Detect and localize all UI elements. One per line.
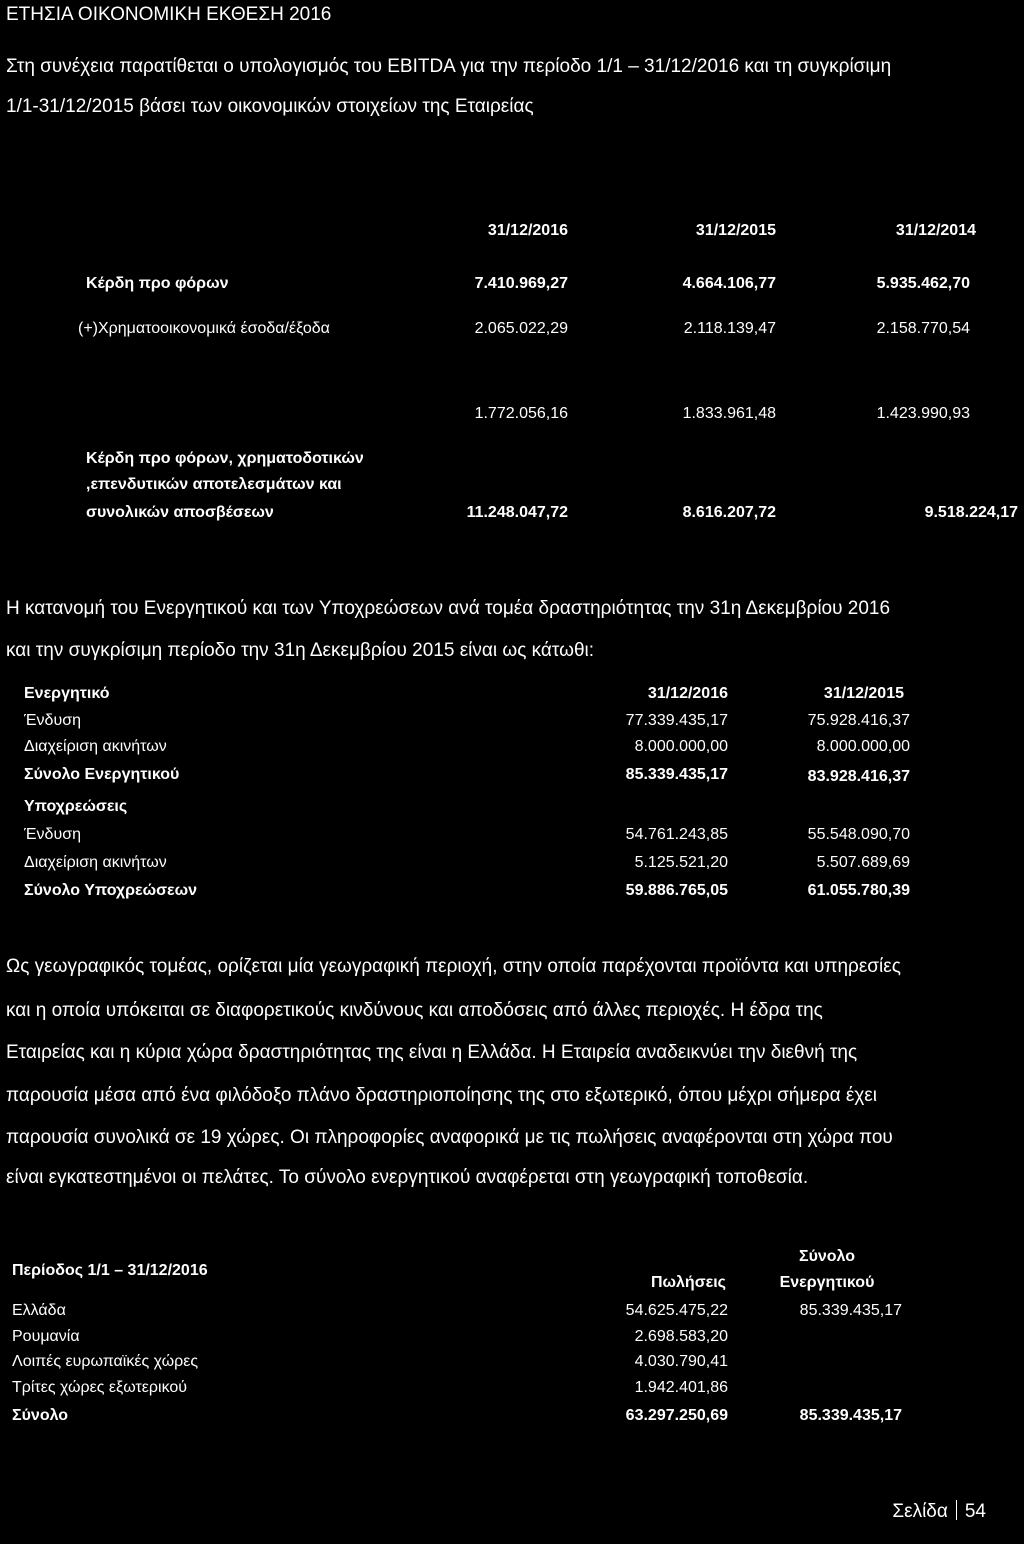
intro-line-1: Στη συνέχεια παρατίθεται ο υπολογισμός του EBITDA για την περίοδο 1/1 – 31/12/2016 και τη συγκρίσιμη (6, 56, 892, 77)
ebitda-header-2014: 31/12/2014 (895, 222, 976, 239)
geo-header-assets: Σύνολο (798, 1248, 856, 1265)
segment-row-label: Ένδυση (24, 826, 81, 843)
ebitda-total-label: συνολικών αποσβέσεων (86, 504, 274, 521)
segment-cell: 8.000.000,00 (634, 738, 728, 755)
segment-cell: 8.000.000,00 (816, 738, 910, 755)
geo-row-label: Ρουμανία (12, 1328, 80, 1345)
ebitda-total-cell: 9.518.224,17 (924, 504, 1018, 521)
intro-line-2: 1/1-31/12/2015 βάσει των οικονομικών στοιχείων της Εταιρείας (6, 96, 534, 117)
ebitda-row-label: (+)Χρηματοοικονομικά έσοδα/έξοδα (78, 320, 330, 337)
ebitda-cell: 1.772.056,16 (474, 405, 568, 422)
page-footer (892, 1500, 986, 1523)
segment-cell: 75.928.416,37 (807, 712, 910, 729)
geo-row-label: Ελλάδα (12, 1302, 66, 1319)
ebitda-header-2015: 31/12/2015 (695, 222, 776, 239)
geo-text-line: και η οποία υπόκειται σε διαφορετικούς κινδύνους και αποδόσεις από άλλες περιοχές. Η έδρα της (6, 1000, 823, 1021)
ebitda-cell: 4.664.106,77 (682, 275, 776, 292)
ebitda-total-label: Κέρδη προ φόρων, χρηματοδοτικών (86, 450, 364, 467)
geo-header-sales: Πωλήσεις (650, 1274, 726, 1291)
geo-row-label: Λοιπές ευρωπαϊκές χώρες (12, 1353, 199, 1370)
segment-row-label: Ένδυση (24, 712, 81, 729)
liabilities-total-cell: 59.886.765,05 (625, 882, 728, 899)
ebitda-total-cell: 8.616.207,72 (682, 504, 776, 521)
ebitda-cell: 1.423.990,93 (876, 405, 970, 422)
geo-text-line: Εταιρείας και η κύρια χώρα δραστηριότητας της είναι η Ελλάδα. Η Εταιρεία αναδεικνύει την διεθνή της (6, 1042, 858, 1063)
geo-sales-cell: 2.698.583,20 (634, 1328, 728, 1345)
page-label: Σελίδα (892, 1501, 948, 1522)
ebitda-header-2016: 31/12/2016 (487, 222, 568, 239)
liabilities-total-label: Σύνολο Υποχρεώσεων (24, 882, 198, 899)
geo-sales-cell: 54.625.475,22 (625, 1302, 728, 1319)
ebitda-cell: 1.833.961,48 (682, 405, 776, 422)
segment-row-label: Διαχείριση ακινήτων (24, 854, 167, 871)
ebitda-total-cell: 11.248.047,72 (466, 504, 568, 521)
report-header: ΕΤΗΣΙΑ ΟΙΚΟΝΟΜΙΚΗ ΕΚΘΕΣΗ 2016 (6, 4, 332, 25)
segment-row-label: Διαχείριση ακινήτων (24, 738, 167, 755)
assets-total-cell: 83.928.416,37 (807, 768, 910, 785)
assets-total-cell: 85.339.435,17 (625, 766, 728, 783)
geo-assets-cell: 85.339.435,17 (799, 1302, 902, 1319)
segment-intro-line-2: και την συγκρίσιμη περίοδο την 31η Δεκεμβρίου 2015 είναι ως κάτωθι: (6, 640, 595, 661)
geo-total-sales: 63.297.250,69 (625, 1407, 728, 1424)
page-separator (956, 1500, 957, 1520)
page-number: 54 (964, 1501, 986, 1522)
geo-row-label: Τρίτες χώρες εξωτερικού (12, 1379, 188, 1396)
geo-text-line: παρουσία συνολικά σε 19 χώρες. Οι πληροφορίες αναφορικά με τις πωλήσεις αναφέρονται στη χώρα που (6, 1127, 893, 1148)
geo-text-line: είναι εγκατεστημένοι οι πελάτες. Το σύνολο ενεργητικού αναφέρεται στη γεωγραφική τοποθεσία. (6, 1167, 809, 1188)
geo-sales-cell: 4.030.790,41 (634, 1353, 728, 1370)
liabilities-total-cell: 61.055.780,39 (807, 882, 910, 899)
ebitda-cell: 5.935.462,70 (876, 275, 970, 292)
geo-text-line: παρουσία μέσα από ένα φιλόδοξο πλάνο δραστηριοποίησης της στο εξωτερικό, όπου μέχρι σήμερα έχει (6, 1085, 878, 1106)
assets-total-label: Σύνολο Ενεργητικού (24, 766, 180, 783)
segment-header-2015: 31/12/2015 (823, 685, 904, 702)
ebitda-cell: 2.065.022,29 (474, 320, 568, 337)
geo-total-label: Σύνολο (12, 1407, 69, 1424)
ebitda-cell: 2.158.770,54 (876, 320, 970, 337)
segment-cell: 5.125.521,20 (634, 854, 728, 871)
geo-text-line: Ως γεωγραφικός τομέας, ορίζεται μία γεωγραφική περιοχή, στην οποία παρέχονται προϊόντα και υπηρεσίες (6, 956, 901, 977)
geo-sales-cell: 1.942.401,86 (634, 1379, 728, 1396)
segment-cell: 5.507.689,69 (816, 854, 910, 871)
ebitda-cell: 2.118.139,47 (683, 320, 776, 337)
assets-title: Ενεργητικό (24, 685, 110, 702)
segment-intro-line-1: Η κατανομή του Ενεργητικού και των Υποχρεώσεων ανά τομέα δραστηριότητας την 31η Δεκεμβρίου 2016 (6, 598, 891, 619)
ebitda-row-label: Κέρδη προ φόρων (86, 275, 229, 292)
liabilities-title: Υποχρεώσεις (24, 798, 128, 815)
segment-cell: 54.761.243,85 (625, 826, 728, 843)
geo-period-label: Περίοδος 1/1 – 31/12/2016 (12, 1262, 208, 1279)
geo-total-assets: 85.339.435,17 (799, 1407, 902, 1424)
segment-header-2016: 31/12/2016 (647, 685, 728, 702)
geo-header-assets: Ενεργητικού (779, 1274, 875, 1291)
ebitda-cell: 7.410.969,27 (474, 275, 568, 292)
ebitda-total-label: ,επενδυτικών αποτελεσμάτων και (86, 476, 342, 493)
segment-cell: 77.339.435,17 (625, 712, 728, 729)
segment-cell: 55.548.090,70 (807, 826, 910, 843)
